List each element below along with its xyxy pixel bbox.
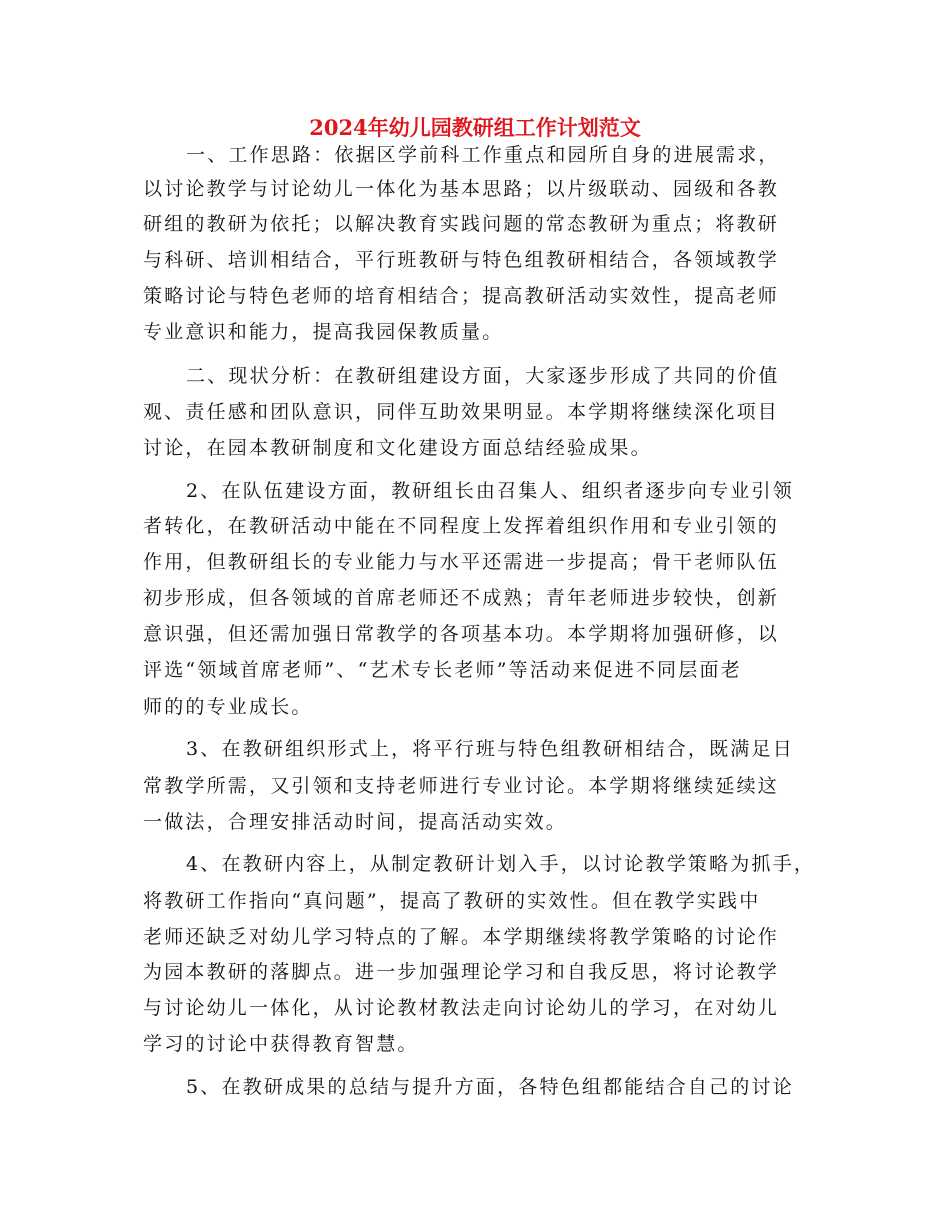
paragraph-line: 3、在教研组织形式上，将平行班与特色组教研相结合，既满足日 <box>186 738 794 760</box>
paragraph-line: 与讨论幼儿一体化，从讨论教材教法走向讨论幼儿的学习，在对幼儿 <box>143 997 780 1019</box>
paragraph-line: 作用，但教研组长的专业能力与水平还需进一步提高；骨干老师队伍 <box>143 551 780 573</box>
paragraph-line: 2、在队伍建设方面，教研组长由召集人、组织者逐步向专业引领 <box>186 480 794 502</box>
paragraph-line: 与科研、培训相结合，平行班教研与特色组教研相结合，各领域教学 <box>143 249 780 271</box>
paragraph-line: 策略讨论与特色老师的培育相结合；提高教研活动实效性，提高老师 <box>143 285 780 307</box>
paragraph-line: 学习的讨论中获得教育智慧。 <box>143 1033 419 1055</box>
paragraph-line: 一做法，合理安排活动时间，提高活动实效。 <box>143 811 568 833</box>
paragraph-line: 常教学所需，又引领和支持老师进行专业讨论。本学期将继续延续这 <box>143 775 780 797</box>
paragraph-line: 初步形成，但各领域的首席老师还不成熟；青年老师进步较快，创新 <box>143 587 780 609</box>
document-title: 2024年幼儿园教研组工作计划范文 <box>309 115 641 140</box>
paragraph-line: 观、责任感和团队意识，同伴互助效果明显。本学期将继续深化项目 <box>143 401 780 423</box>
paragraph-line: 5、在教研成果的总结与提升方面，各特色组都能结合自己的讨论 <box>186 1076 794 1098</box>
paragraph-line: 为园本教研的落脚点。进一步加强理论学习和自我反思，将讨论教学 <box>143 961 780 983</box>
paragraph-line: 专业意识和能力，提高我园保教质量。 <box>143 321 504 343</box>
paragraph-line: 评选“领域首席老师”、“艺术专长老师”等活动来促进不同层面老 <box>143 659 742 681</box>
paragraph-line: 以讨论教学与讨论幼儿一体化为基本思路；以片级联动、园级和各教 <box>143 178 780 200</box>
paragraph-line: 一、工作思路：依据区学前科工作重点和园所自身的进展需求， <box>186 144 780 166</box>
paragraph-line: 二、现状分析：在教研组建设方面，大家逐步形成了共同的价值 <box>186 365 780 387</box>
paragraph-line: 老师还缺乏对幼儿学习特点的了解。本学期继续将教学策略的讨论作 <box>143 926 780 948</box>
paragraph-line: 者转化，在教研活动中能在不同程度上发挥着组织作用和专业引领的 <box>143 515 780 537</box>
paragraph-line: 意识强，但还需加强日常教学的各项基本功。本学期将加强研修，以 <box>143 623 780 645</box>
paragraph-line: 将教研工作指向“真问题”，提高了教研的实效性。但在教学实践中 <box>143 890 761 912</box>
paragraph-line: 师的的专业成长。 <box>143 696 313 718</box>
paragraph-line: 研组的教研为依托；以解决教育实践问题的常态教研为重点；将教研 <box>143 213 780 235</box>
paragraph-line: 讨论，在园本教研制度和文化建设方面总结经验成果。 <box>143 437 652 459</box>
paragraph-line: 4、在教研内容上，从制定教研计划入手，以讨论教学策略为抓手， <box>186 853 816 875</box>
